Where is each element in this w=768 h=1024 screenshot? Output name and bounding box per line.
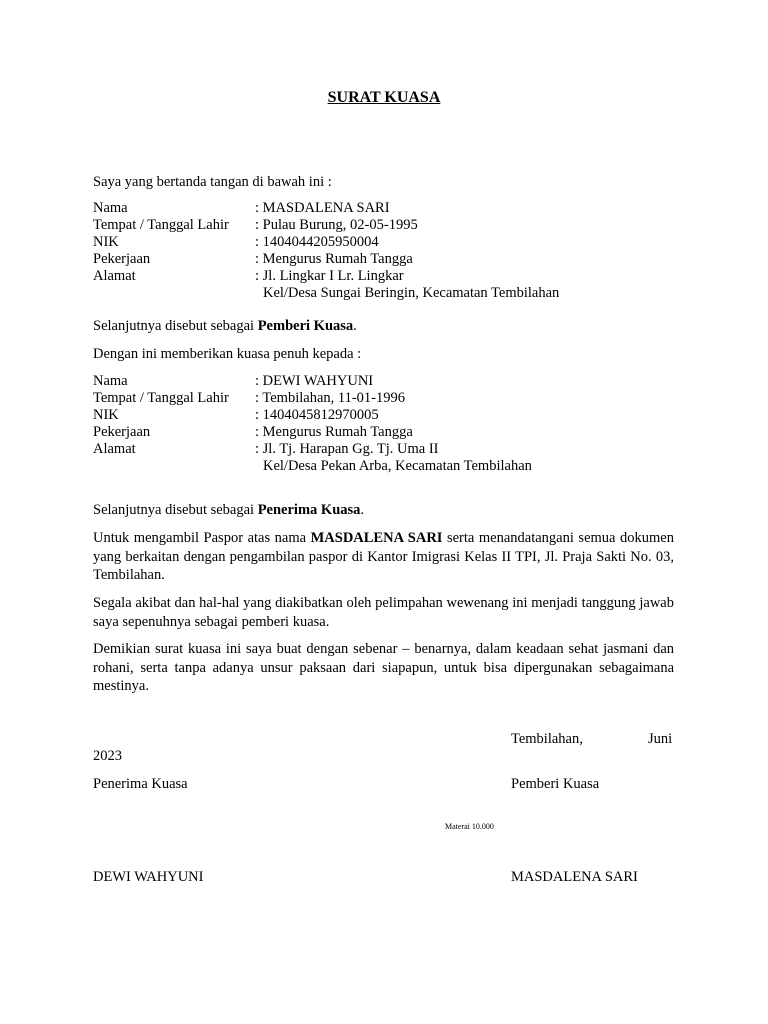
grantee-note xyxy=(93,502,364,519)
grantor-name-row xyxy=(93,200,693,217)
grantor-name-value: : MASDALENA SARI xyxy=(255,200,390,216)
month-text: Juni xyxy=(648,731,673,747)
grantor-address-label: Alamat xyxy=(93,268,136,284)
grantor-note-end: . xyxy=(353,318,357,334)
grantee-job-label: Pekerjaan xyxy=(93,424,151,440)
grantee-birth-value: : Tembilahan, 11-01-1996 xyxy=(255,390,405,406)
grantor-birth-row xyxy=(93,217,693,234)
grantor-note-text: Selanjutnya disebut sebagai xyxy=(93,318,258,334)
grantee-signature-name: DEWI WAHYUNI xyxy=(93,869,204,885)
grantee-note-text: Selanjutnya disebut sebagai xyxy=(93,502,258,518)
grantee-name-row xyxy=(93,373,693,390)
intro-text: Saya yang bertanda tangan di bawah ini : xyxy=(93,174,332,190)
grantor-birth-label: Tempat / Tanggal Lahir xyxy=(93,217,229,233)
grantor-job-label: Pekerjaan xyxy=(93,251,151,267)
grantee-name-value: : DEWI WAHYUNI xyxy=(255,373,374,389)
grantor-job-row xyxy=(93,251,693,268)
place-text: Tembilahan, xyxy=(511,731,583,747)
grantee-birth-row xyxy=(93,390,693,407)
grantor-note xyxy=(93,318,357,335)
grantee-name-label: Nama xyxy=(93,373,128,389)
purpose-bold-name: MASDALENA SARI xyxy=(310,530,443,546)
grantor-birth-value: : Pulau Burung, 02-05-1995 xyxy=(255,217,418,233)
stamp-duty-note: Materai 10.000 xyxy=(445,822,494,831)
grantee-nik-label: NIK xyxy=(93,407,119,423)
grantee-job-value: : Mengurus Rumah Tangga xyxy=(255,424,413,440)
grant-statement: Dengan ini memberikan kuasa penuh kepada : xyxy=(93,346,362,362)
grantor-nik-row xyxy=(93,234,693,251)
grantee-note-bold: Penerima Kuasa xyxy=(257,502,361,518)
grantor-nik-value: : 1404044205950004 xyxy=(255,234,379,250)
grantee-note-end: . xyxy=(360,502,365,518)
grantor-name-label: Nama xyxy=(93,200,128,216)
grantor-note-bold: Pemberi Kuasa xyxy=(257,318,354,334)
grantee-nik-row xyxy=(93,407,693,424)
grantor-job-value: : Mengurus Rumah Tangga xyxy=(255,251,413,267)
grantee-birth-label: Tempat / Tanggal Lahir xyxy=(93,390,229,406)
grantor-address-line2: Kel/Desa Sungai Beringin, Kecamatan Tembilahan xyxy=(263,285,560,301)
grantor-address-row xyxy=(93,268,693,285)
responsibility-paragraph: Segala akibat dan hal-hal yang diakibatkan oleh pelimpahan wewenang ini menjadi tanggung jawab saya sepenuhnya sebagai pemberi kuasa. xyxy=(93,595,674,630)
grantor-signature-name: MASDALENA SARI xyxy=(511,869,638,885)
purpose-text: Untuk mengambil Paspor atas nama xyxy=(93,530,311,546)
grantor-nik-label: NIK xyxy=(93,234,119,250)
grantee-address-row xyxy=(93,441,693,458)
grantee-signature-label: Penerima Kuasa xyxy=(93,776,188,792)
purpose-text-cont: serta menandatangani semua dokumen yang berkaitan dengan pengambilan paspor di Kantor Imigrasi Kelas II TPI, Jl. Praja Sakti No. 03, Tembilahan. xyxy=(93,530,674,583)
document-title: SURAT KUASA xyxy=(327,89,441,106)
purpose-paragraph xyxy=(93,529,674,585)
grantee-address-line2: Kel/Desa Pekan Arba, Kecamatan Tembilahan xyxy=(263,458,532,474)
grantor-address-value: : Jl. Lingkar I Lr. Lingkar xyxy=(255,268,404,284)
grantee-address-value: : Jl. Tj. Harapan Gg. Tj. Uma II xyxy=(255,441,439,457)
grantee-address-label: Alamat xyxy=(93,441,136,457)
grantor-signature-label: Pemberi Kuasa xyxy=(511,776,600,792)
closing-paragraph: Demikian surat kuasa ini saya buat dengan sebenar – benarnya, dalam keadaan sehat jasmani dan rohani, serta tanpa adanya unsur paksaan dari siapapun, untuk bisa dipergunakan sebagaimana mestinya. xyxy=(93,641,674,694)
grantee-nik-value: : 1404045812970005 xyxy=(255,407,379,423)
grantee-job-row xyxy=(93,424,693,441)
year-text: 2023 xyxy=(93,748,122,764)
